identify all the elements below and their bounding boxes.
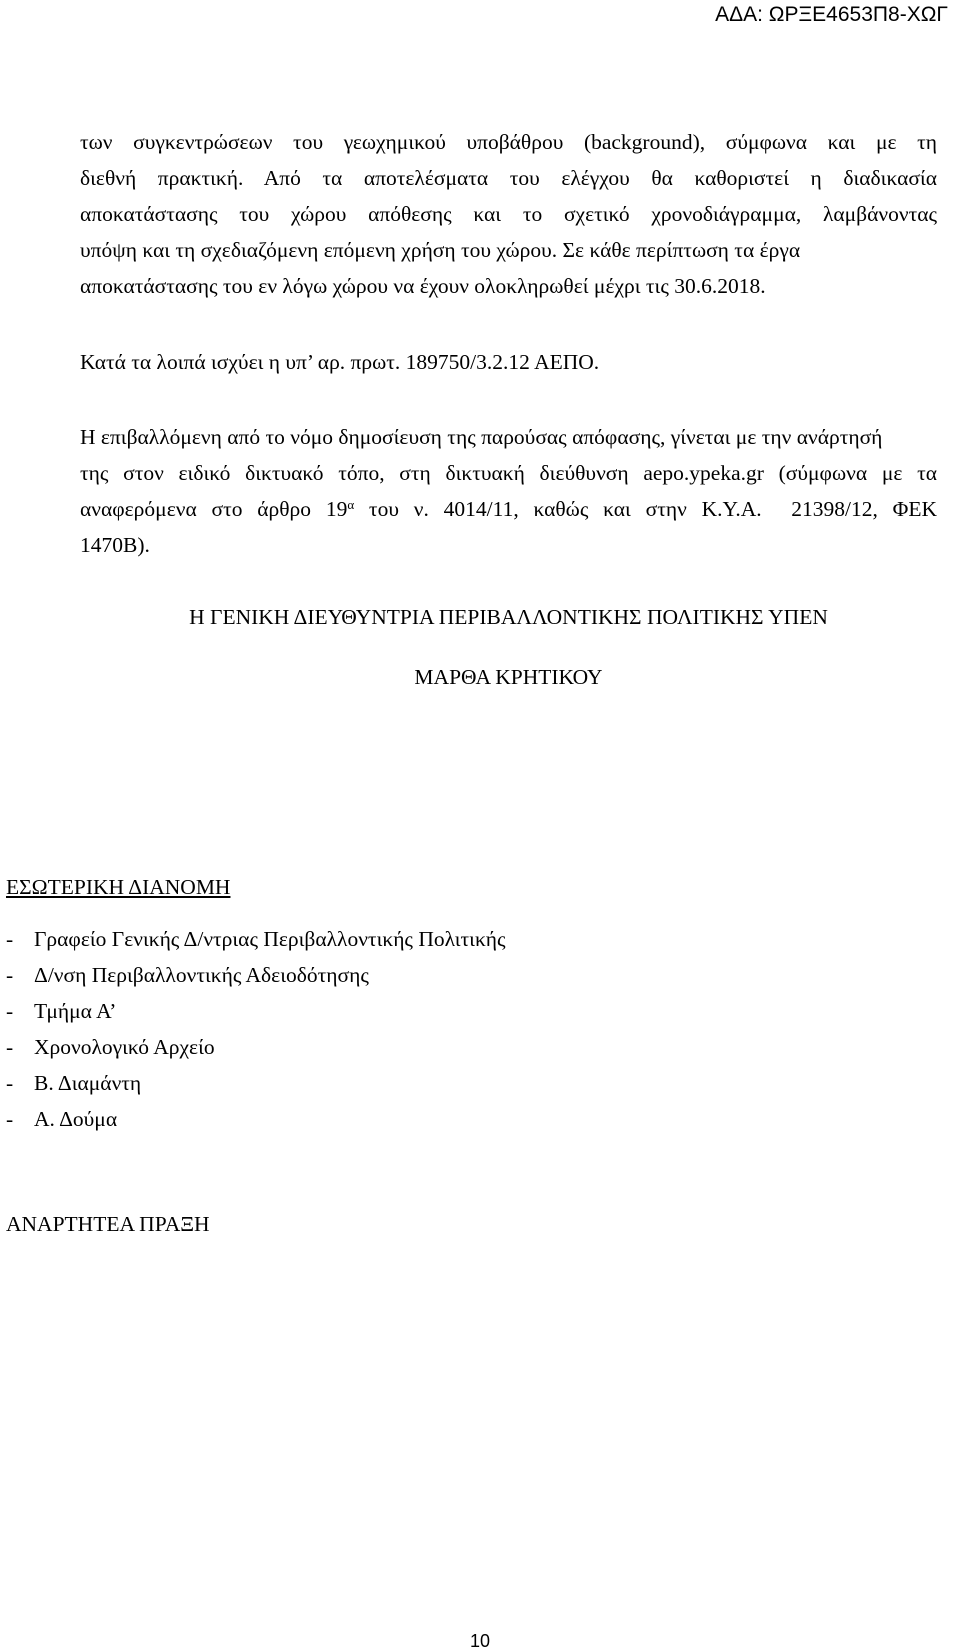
text-before-superscript: αναφερόμενα στο άρθρο 19: [80, 497, 348, 521]
list-item: [6, 963, 369, 987]
paragraph-line: υπόψη και τη σχεδιαζόμενη επόμενη χρήση του χώρου. Σε κάθε περίπτωση τα έργα: [80, 238, 801, 262]
list-item-text: Β. Διαμάντη: [34, 1071, 142, 1095]
distribution-heading: ΕΣΩΤΕΡΙΚΗ ΔΙΑΝΟΜΗ: [6, 875, 231, 899]
list-item: [6, 1071, 141, 1095]
list-item-text: Α. Δούμα: [34, 1107, 118, 1131]
paragraph-line: 1470Β).: [80, 533, 150, 557]
paragraph-2: Κατά τα λοιπά ισχύει η υπ’ αρ. πρωτ. 189750/3.2.12 ΑΕΠΟ.: [80, 350, 600, 374]
list-item: [6, 999, 116, 1023]
list-item: [6, 1035, 215, 1059]
superscript-alpha: α: [347, 497, 355, 512]
list-item-text: Τμήμα Α’: [34, 999, 117, 1023]
list-dash: -: [6, 927, 14, 951]
list-item-text: Χρονολογικό Αρχείο: [34, 1035, 215, 1059]
signatory-title: Η ΓΕΝΙΚΗ ΔΙΕΥΘΥΝΤΡΙΑ ΠΕΡΙΒΑΛΛΟΝΤΙΚΗΣ ΠΟΛΙΤΙΚΗΣ ΥΠΕΝ: [189, 605, 828, 629]
list-dash: -: [6, 999, 14, 1023]
list-item-text: Γραφείο Γενικής Δ/ντριας Περιβαλλοντικής Πολιτικής: [34, 927, 506, 951]
ada-code: ΑΔΑ: ΩΡΞΕ4653Π8-ΧΩΓ: [715, 3, 948, 26]
paragraph-line: αποκατάστασης του χώρου απόθεσης και το σχετικό χρονοδιάγραμμα, λαμβάνοντας: [80, 202, 937, 226]
list-item: [6, 1107, 117, 1131]
paragraph-line-with-superscript: [80, 497, 937, 521]
posting-note: ΑΝΑΡΤΗΤΕΑ ΠΡΑΞΗ: [6, 1212, 210, 1236]
text-after-superscript: του ν. 4014/11, καθώς και στην Κ.Υ.Α. 21398/12, ΦΕΚ: [354, 497, 937, 521]
list-item: [6, 927, 506, 951]
paragraph-line: αποκατάστασης του εν λόγω χώρου να έχουν ολοκληρωθεί μέχρι τις 30.6.2018.: [80, 274, 766, 298]
paragraph-line: των συγκεντρώσεων του γεωχημικού υποβάθρου (background), σύμφωνα και με τη: [80, 130, 937, 154]
list-item-text: Δ/νση Περιβαλλοντικής Αδειοδότησης: [34, 963, 369, 987]
list-dash: -: [6, 1035, 14, 1059]
paragraph-line: της στον ειδικό δικτυακό τόπο, στη δικτυακή διεύθυνση aepo.ypeka.gr (σύμφωνα με τα: [80, 461, 937, 485]
list-dash: -: [6, 963, 14, 987]
signatory-name: ΜΑΡΘΑ ΚΡΗΤΙΚΟΥ: [414, 665, 603, 689]
list-dash: -: [6, 1071, 14, 1095]
paragraph-line: διεθνή πρακτική. Από τα αποτελέσματα του ελέγχου θα καθοριστεί η διαδικασία: [80, 166, 937, 190]
list-dash: -: [6, 1107, 14, 1131]
page-number: 10: [469, 1631, 491, 1651]
paragraph-line: Η επιβαλλόμενη από το νόμο δημοσίευση της παρούσας απόφασης, γίνεται με την ανάρτησή: [80, 425, 883, 449]
